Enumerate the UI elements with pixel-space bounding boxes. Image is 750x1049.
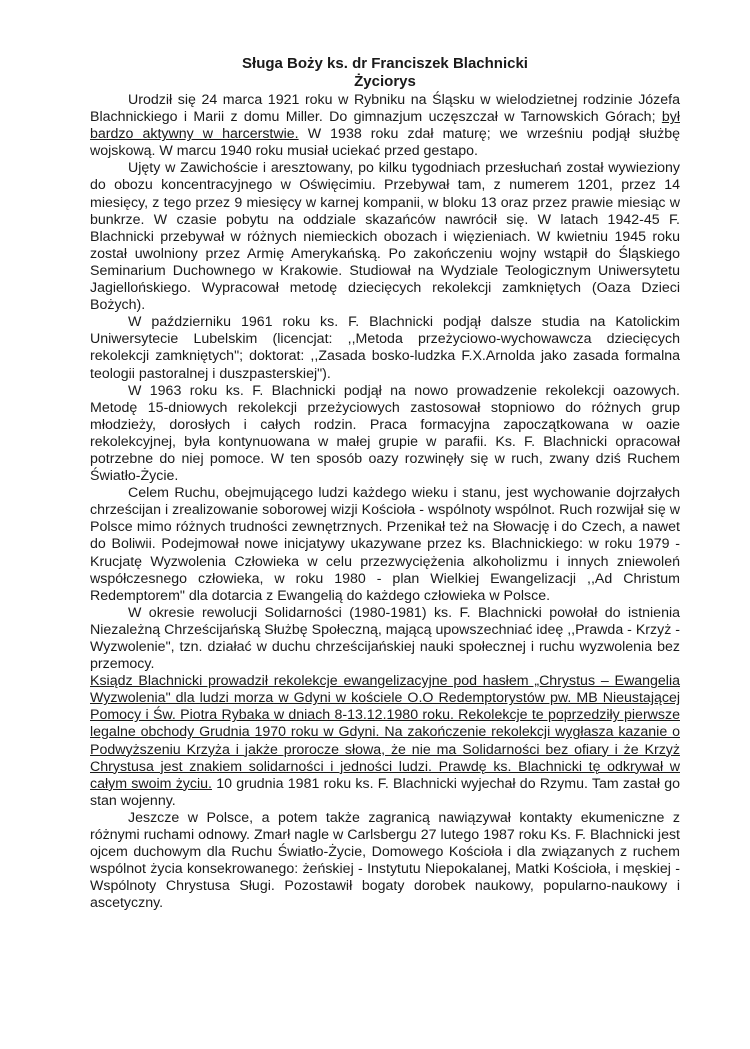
paragraph-text: Jeszcze w Polsce, a potem także zagranicą nawiązywał kontakty ekumeniczne z różnymi ruchami odnowy. Zmarł nagle w Carlsbergu 27 lutego 1987 roku Ks. F. Blachnicki jest ojcem duchowym dla Ruchu Światło-Życie, Domowego Kościoła i dla związanych z ruchem wspólnot życia konsekrowanego: żeńskiej - Instytutu Niepokalanej, Matki Kościoła, i męskiej - Wspólnoty Chrystusa Sługi. Pozostawił bogaty dorobek naukowy, popularno-naukowy i ascetyczny. xyxy=(90,809,680,912)
paragraph-3 xyxy=(90,314,680,382)
paragraph-1 xyxy=(90,92,680,160)
paragraph-5 xyxy=(90,485,680,605)
document-page xyxy=(90,55,680,913)
document-subtitle: Życiorys xyxy=(354,73,416,90)
paragraph-text: W październiku 1961 roku ks. F. Blachnicki podjął dalsze studia na Katolickim Uniwersytecie Lubelskim (licencjat: ,,Metoda przeżyciowo-wychowawcza dziecięcych rekolekcji zamkniętych"; doktorat: ,,Zasada bosko-ludzka F.X.Arnolda jako zasada formalna teologii pastoralnej i duszpasterskiej"). xyxy=(90,314,680,382)
underlined-text: Ksiądz Blachnicki prowadził rekolekcje ewangelizacyjne pod hasłem „Chrystus – Ewangelia Wyzwolenia" dla ludzi morza w Gdyni w kościele O.O Redemptorystów pw. MB Nieustającej Pomocy i Św. Piotra Rybaka w dniach 8-13.12.1980 roku. Rekolekcje te poprzedziły pierwsze legalne obchody Grudnia 1970 roku w Gdyni. Na zakończenie rekolekcji wygłasza kazanie o Podwyższeniu Krzyża i jakże prorocze słowa, że nie ma Solidarności bez ofiary i że Krzyż Chrystusa jest znakiem solidarności i jedności ludzi. Prawdę ks. Blachnicki tę odkrywał w całym swoim życiu. xyxy=(90,673,680,792)
document-title: Sługa Boży ks. dr Franciszek Blachnicki xyxy=(242,55,528,72)
paragraph-7 xyxy=(90,673,680,810)
paragraph-8 xyxy=(90,810,680,913)
paragraph-text: Celem Ruchu, obejmującego ludzi każdego wieku i stanu, jest wychowanie dojrzałych chrześcijan i zrealizowanie soborowej wizji Kościoła - wspólnoty wspólnot. Ruch rozwijał się w Polsce mimo różnych trudności zewnętrznych. Przenikał też na Słowację i do Czech, a nawet do Boliwii. Podejmował nowe inicjatywy ukazywane przez ks. Blachnickiego: w roku 1979 - Krucjatę Wyzwolenia Człowieka w celu przezwyciężenia alkoholizmu i innych zniewoleń współczesnego człowieka, w roku 1980 - plan Wielkiej Ewangelizacji ,,Ad Christum Redemptorem" dla dotarcia z Ewangelią do każdego człowieka w Polsce. xyxy=(90,485,680,604)
paragraph-text: W okresie rewolucji Solidarności (1980-1981) ks. F. Blachnicki powołał do istnienia Niezależną Chrześcijańską Służbę Społeczną, mającą upowszechniać ideę ,,Prawda - Krzyż - Wyzwolenie", tzn. działać w duchu chrześcijańskiej nauki społecznej i ruchu wyzwolenia bez przemocy. xyxy=(90,604,680,673)
paragraph-text: 10 grudnia 1981 roku ks. F. Blachnicki wyjechał do Rzymu. Tam zastał go stan wojenny. xyxy=(90,775,680,809)
paragraph-text: W 1938 roku zdał maturę; we wrześniu podjął służbę wojskową. W marcu 1940 roku musiał uciekać przed gestapo. xyxy=(90,126,680,160)
paragraph-2 xyxy=(90,160,680,314)
underlined-text: był bardzo aktywny w harcerstwie. xyxy=(90,109,680,143)
paragraph-text: W 1963 roku ks. F. Blachnicki podjął na nowo prowadzenie rekolekcji oazowych. Metodę 15-dniowych rekolekcji przeżyciowych zastosował stopniowo do różnych grup młodzieży, dorosłych i całych rodzin. Praca formacyjna zapoczątkowana w oazie rekolekcyjnej, była kontynuowana w małej grupie w parafii. Ks. F. Blachnicki opracował potrzebne do niej pomoce. W ten sposób oazy rozwinęły się w ruch, zwany dziś Ruchem Światło-Życie. xyxy=(90,382,680,485)
paragraph-4 xyxy=(90,383,680,486)
document-body xyxy=(90,92,680,913)
paragraph-text: Ujęty w Zawichoście i aresztowany, po kilku tygodniach przesłuchań został wywieziony do obozu koncentracyjnego w Oświęcimiu. Przebywał tam, z numerem 1201, przez 14 miesięcy, z tego przez 9 miesięcy w karnej kompanii, w bloku 13 oraz przez prawie miesiąc w bunkrze. W czasie pobytu na oddziale skazańców nawrócił się. W latach 1942-45 F. Blachnicki przebywał w różnych niemieckich obozach i więzieniach. W kwietniu 1945 roku został uwolniony przez Armię Amerykańską. Po zakończeniu wojny wstąpił do Śląskiego Seminarium Duchownego w Krakowie. Studiował na Wydziale Teologicznym Uniwersytetu Jagiellońskiego. Wypracował metodę dziecięcych rekolekcji zamkniętych (Oaza Dzieci Bożych). xyxy=(90,160,680,314)
paragraph-text: Urodził się 24 marca 1921 roku w Rybniku na Śląsku w wielodzietnej rodzinie Józefa Blachnickiego i Marii z domu Miller. Do gimnazjum uczęszczał w Tarnowskich Górach; xyxy=(90,92,680,126)
paragraph-6 xyxy=(90,605,680,673)
